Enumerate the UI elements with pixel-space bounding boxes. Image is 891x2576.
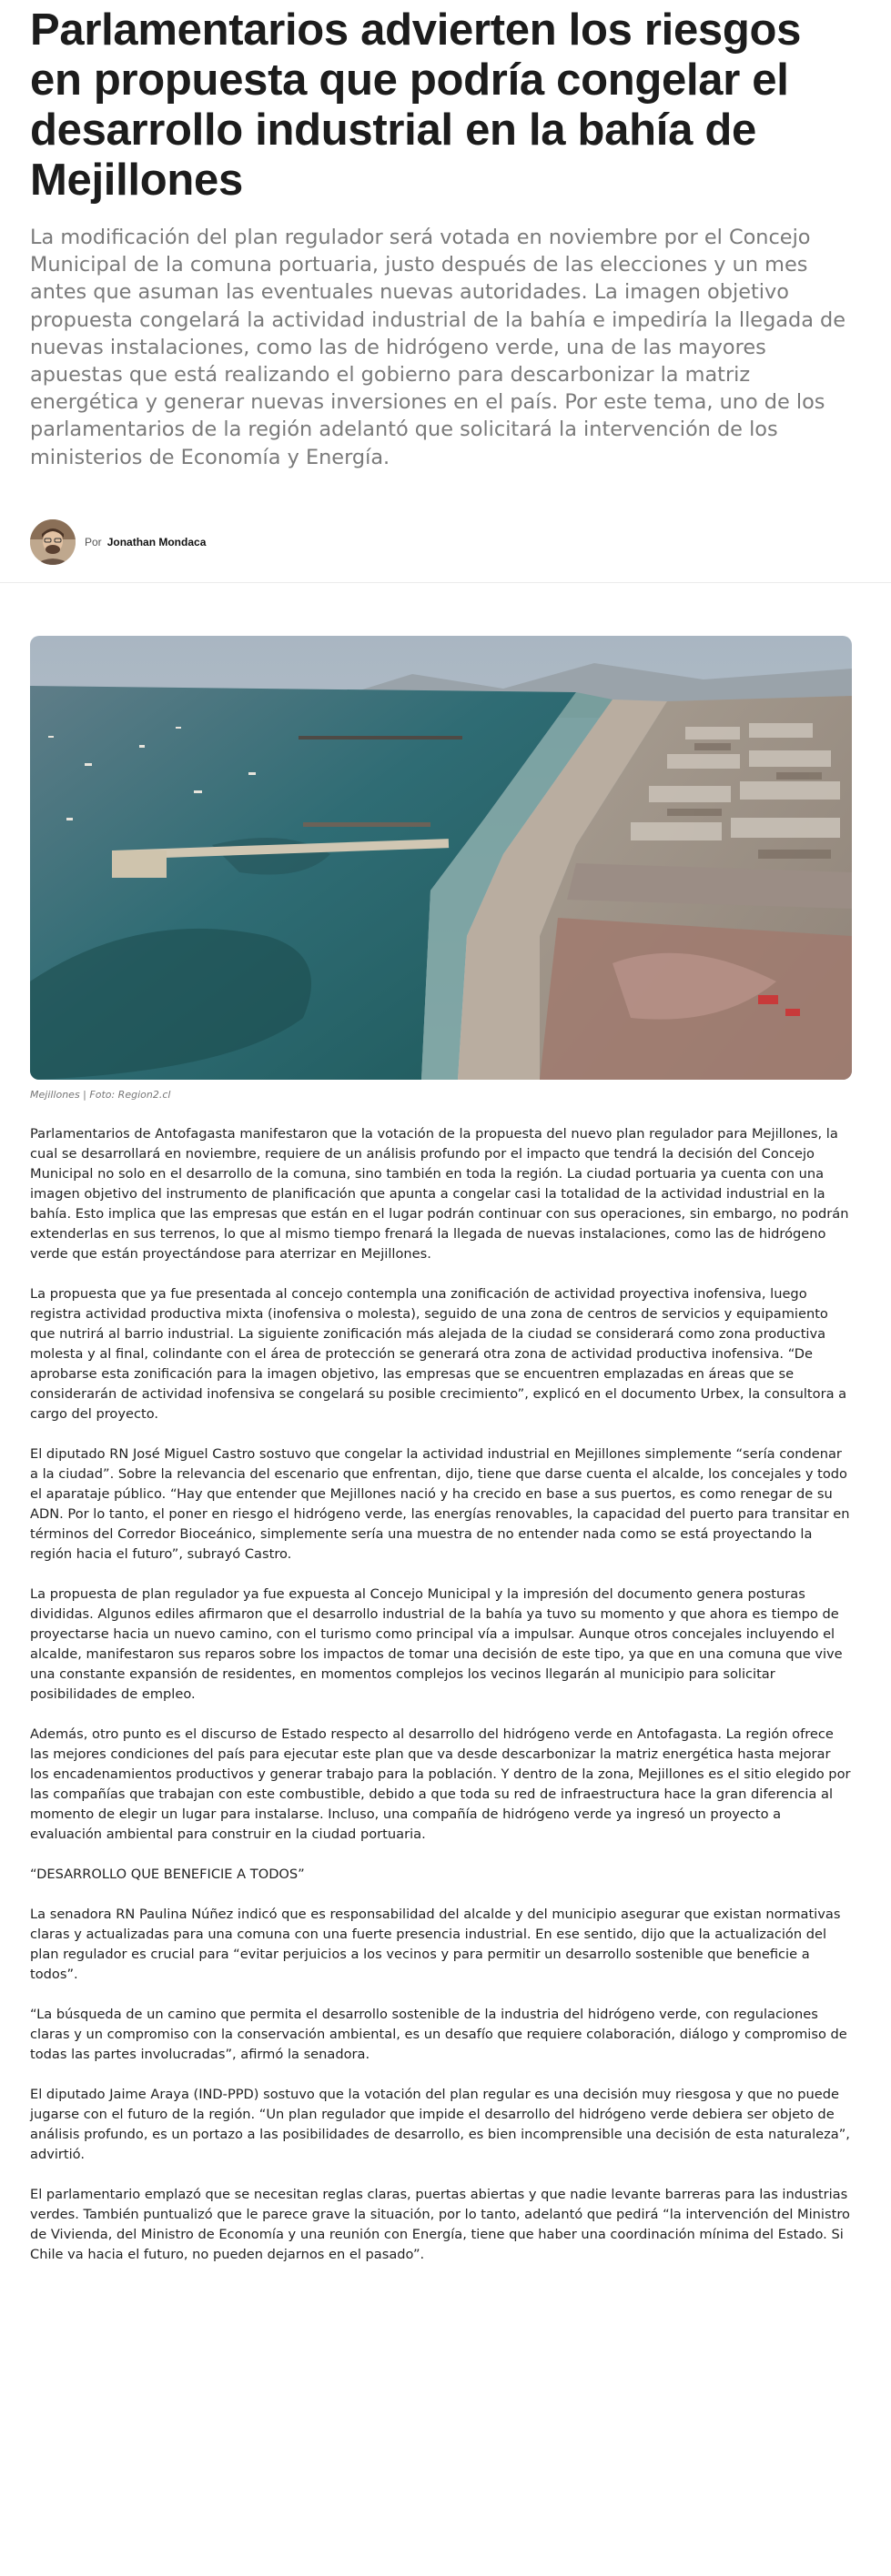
body-paragraph: El diputado RN José Miguel Castro sostuvo que congelar la actividad industrial en Mejillones simplemente “sería condenar a la ciudad”. Sobre la relevancia del escenario que enfrentan, dijo, tiene que darse cuenta el alcalde, los concejales y todo el aparataje público. “Hay que entender que Mejillones nació y ha crecido en base a sus puertos, es como renegar de su ADN. Por lo tanto, el poner en riesgo el hidrógeno verde, las energías renovables, la capacidad del puerto para transitar en términos del Corredor Bioceánico, simplemente sería una muestra de no entender nada como se está proyectando la región hacia el futuro”, subrayó Castro. <box>30 1446 850 1562</box>
lead-paragraph: La modificación del plan regulador será votada en noviembre por el Concejo Municipal de la comuna portuaria, justo después de las elecciones y un mes antes que asuman las eventuales nuevas autoridades. La imagen objetivo propuesta congelará la actividad industrial de la bahía e impediría la llegada de nuevas instalaciones, como las de hidrógeno verde, una de las mayores apuestas que está realizando el gobierno para descarbonizar la matriz energética y generar nuevas inversiones en el país. Por este tema, uno de los parlamentarios de la región adelantó que solicitará la intervención de los ministerios de Economía y Energía. <box>30 226 846 469</box>
section-subheading: “DESARROLLO QUE BENEFICIE A TODOS” <box>30 1867 305 1882</box>
body-paragraph: La propuesta de plan regulador ya fue expuesta al Concejo Municipal y la impresión del documento genera posturas divididas. Algunos ediles afirmaron que el desarrollo industrial de la bahía ya tuvo su momento y que ahora es tiempo de proyectarse hacia un nuevo camino, con el turismo como principal vía a impulsar. Aunque otros concejales incluyendo el alcalde, manifestaron sus reparos sobre los impactos de tomar una decisión de este tipo, ya que en una comuna que vive una constante expansión de residentes, en momentos complejos los vecinos llegarán al municipio para solicitar posibilidades de empleo. <box>30 1586 843 1702</box>
body-paragraph: La senadora RN Paulina Núñez indicó que es responsabilidad del alcalde y del municipio asegurar que existan normativas claras y actualizadas para una comuna con una fuerte presencia industrial. En ese sentido, dijo que la actualización del plan regulador es crucial para “evitar perjuicios a los vecinos y para permitir un desarrollo sostenible que beneficie a todos”. <box>30 1907 841 1982</box>
author-avatar[interactable] <box>30 519 76 565</box>
byline-prefix: Por <box>85 536 102 548</box>
body-paragraph: El parlamentario emplazó que se necesitan reglas claras, puertas abiertas y que nadie levante barreras para las industrias verdes. También puntualizó que le parece grave la situación, por lo tanto, adelantó que pedirá “la intervención del Ministro de Vivienda, del Ministro de Economía y una reunión con Energía, tiene que haber una coordinación mínima del Estado. Si Chile va hacia el futuro, no pueden dejarnos en el pasado”. <box>30 2187 850 2262</box>
article-body <box>30 1124 851 2285</box>
byline <box>30 518 206 566</box>
header-divider <box>0 582 891 583</box>
author-photo-icon <box>30 519 76 565</box>
author-name[interactable]: Jonathan Mondaca <box>106 536 207 548</box>
article-photo <box>30 636 852 1080</box>
body-paragraph: “La búsqueda de un camino que permita el desarrollo sostenible de la industria del hidrógeno verde, con regulaciones claras y un compromiso con la conservación ambiental, es un desafío que requiere colaboración, diálogo y compromiso de todas las partes involucradas”, afirmó la senadora. <box>30 2007 847 2062</box>
body-paragraph: Además, otro punto es el discurso de Estado respecto al desarrollo del hidrógeno verde en Antofagasta. La región ofrece las mejores condiciones del país para ejecutar este plan que va desde descarbonizar la matriz energética hasta mejorar los encadenamientos productivos y generar trabajo para la población. Y dentro de la zona, Mejillones es el sitio elegido por las compañías que trabajan con este combustible, debido a que toda su red de infraestructura hace la gran diferencia al momento de elegir un lugar para instalarse. Incluso, una compañía de hidrógeno verde ya ingresó un proyecto a evaluación ambiental para construir en la ciudad portuaria. <box>30 1726 851 1842</box>
coastal-city-aerial-image <box>30 636 852 1080</box>
article-header <box>30 0 851 471</box>
body-paragraph: El diputado Jaime Araya (IND-PPD) sostuvo que la votación del plan regular es una decisión muy riesgosa y que no puede jugarse con el futuro de la región. “Un plan regulador que impide el desarrollo del hidrógeno verde debiera ser objeto de análisis profundo, es un portazo a las posibilidades de desarrollo, es bien incomprensible una decisión de esta naturaleza”, advirtió. <box>30 2087 850 2162</box>
body-paragraph: Parlamentarios de Antofagasta manifestaron que la votación de la propuesta del nuevo plan regulador para Mejillones, la cual se desarrollará en noviembre, requiere de un análisis profundo por el impacto que tendrá la decisión del Concejo Municipal no solo en el desarrollo de la comuna, sino también en toda la región. La ciudad portuaria ya cuenta con una imagen objetivo del instrumento de planificación que apunta a congelar casi la totalidad de la actividad industrial en la bahía. Esto implica que las empresas que están en el lugar podrán continuar con sus operaciones, sin embargo, no podrán extenderlas en sus terrenos, lo que al mismo tiempo frenará la llegada de nuevas instalaciones, como las de hidrógeno verde que están proyectándose para aterrizar en Mejillones. <box>30 1126 849 1262</box>
headline: Parlamentarios advierten los riesgos en propuesta que podría congelar el desarrollo industrial en la bahía de Mejillones <box>30 5 802 205</box>
photo-caption: Mejillones | Foto: Region2.cl <box>30 1089 171 1101</box>
body-paragraph: La propuesta que ya fue presentada al concejo contempla una zonificación de actividad proyectiva inofensiva, luego registra actividad productiva mixta (inofensiva o molesta), seguido de una zona de centros de servicios y equipamiento que nutrirá al barrio industrial. La siguiente zonificación más alejada de la ciudad se considerará como zona productiva molesta y al final, colindante con el área de protección se generará otra zona de actividad productiva inofensiva. “De aprobarse esta zonificación para la imagen objetivo, las empresas que se encuentren emplazadas en áreas que se considerarán de actividad inofensiva se congelará su posible crecimiento”, explicó en el documento Urbex, la consultora a cargo del proyecto. <box>30 1286 847 1422</box>
